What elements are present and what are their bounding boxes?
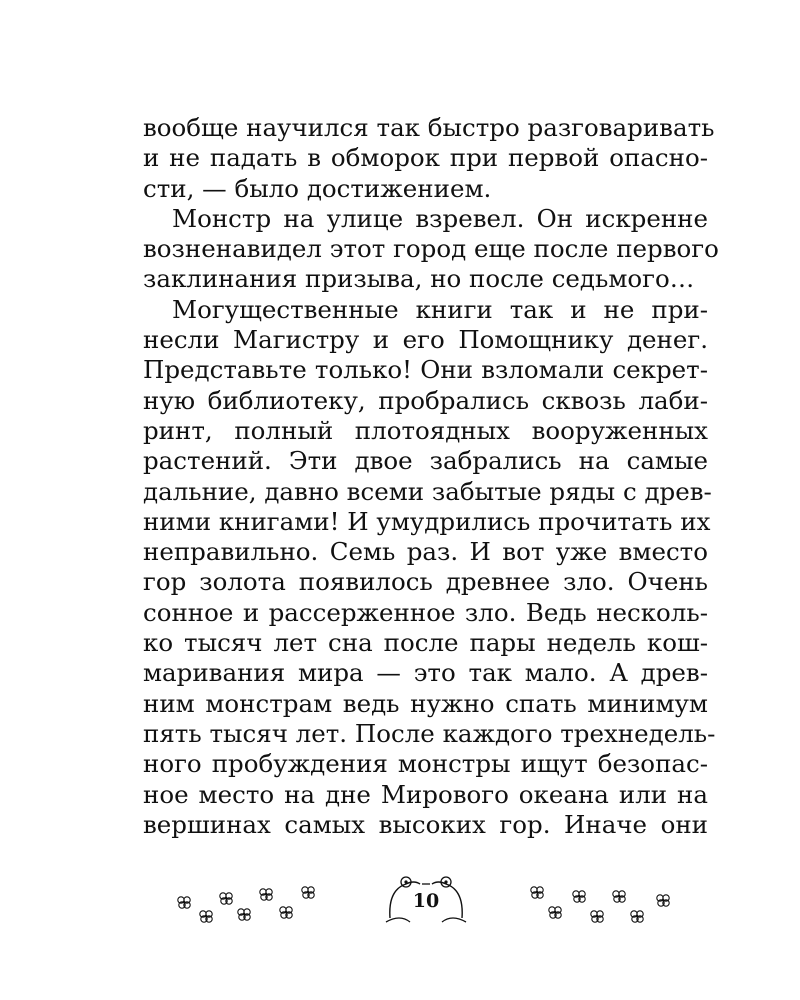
text-line-4: Монстр на улице взревел. Он искренне <box>172 203 708 233</box>
text-line-21: пять тысяч лет. После каждого трехнедель- <box>143 718 716 748</box>
text-line-13: дальние, давно всеми забытые ряды с древ- <box>143 476 712 506</box>
text-line-17: сонное и рассерженное зло. Ведь несколь- <box>143 597 708 627</box>
text-line-22: ного пробуждения монстры ищут безопас- <box>143 749 708 779</box>
text-line-20: ним монстрам ведь нужно спать минимум <box>143 688 708 718</box>
flower-ornament-left-icon <box>170 878 330 928</box>
text-line-1: вообще научился так быстро разговаривать <box>143 113 715 142</box>
body-text <box>143 113 719 840</box>
text-line-10: ную библиотеку, пробрались сквозь лаби- <box>143 385 708 415</box>
text-line-24: вершинах самых высоких гор. Иначе они <box>143 809 708 839</box>
text-line-16: гор золота появилось древнее зло. Очень <box>143 567 708 597</box>
text-line-19: маривания мира — это так мало. А древ- <box>143 658 708 688</box>
text-line-12: растений. Эти двое забрались на самые <box>143 446 708 476</box>
text-line-5: возненавидел этот город еще после первого <box>143 234 719 264</box>
text-line-9: Представьте только! Они взломали секрет- <box>143 355 708 385</box>
flower-ornament-right-icon <box>525 878 685 928</box>
page-footer <box>170 870 690 930</box>
text-line-7: Могущественные книги так и не при- <box>172 294 708 324</box>
text-line-15: неправильно. Семь раз. И вот уже вместо <box>143 537 708 567</box>
text-line-18: ко тысяч лет сна после пары недель кош- <box>143 628 708 658</box>
text-line-8: несли Магистру и его Помощнику денег. <box>143 325 708 355</box>
text-line-23: ное место на дне Мирового океана или на <box>143 779 708 809</box>
text-line-6: заклинания призыва, но после седьмого… <box>143 264 695 294</box>
text-line-3: сти, — было достижением. <box>143 173 492 203</box>
page-number: 10 <box>412 890 440 912</box>
page-number-badge <box>380 870 472 930</box>
text-line-11: ринт, полный плотоядных вооруженных <box>143 415 708 445</box>
text-line-14: ними книгами! И умудрились прочитать их <box>143 506 711 536</box>
text-line-2: и не падать в обморок при первой опасно- <box>143 143 708 173</box>
